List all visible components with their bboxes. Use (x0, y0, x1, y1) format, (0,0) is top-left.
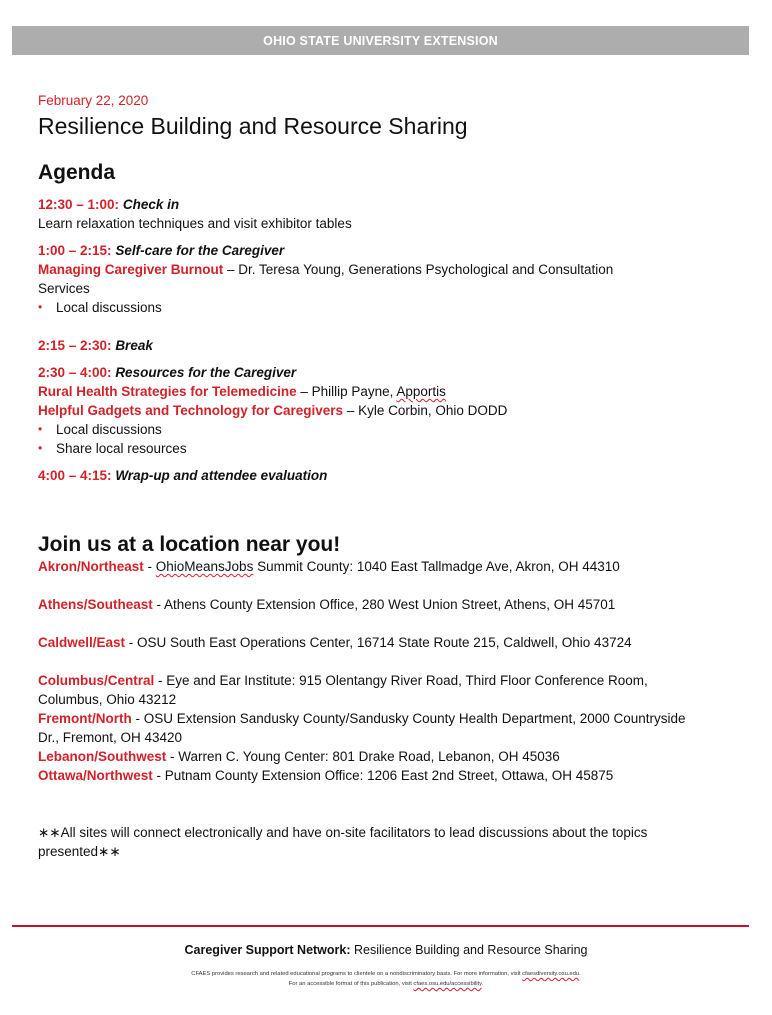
footer-divider (12, 925, 749, 927)
session-title: Managing Caregiver Burnout (38, 262, 224, 277)
session-presenter: – Phillip Payne, (296, 384, 397, 399)
time-label: 4:00 – 4:15: (38, 468, 112, 483)
bullet-icon: • (38, 300, 43, 314)
topic-label: Self-care for the Caregiver (115, 243, 285, 258)
time-label: 1:00 – 2:15: (38, 243, 112, 258)
accessibility-link[interactable]: cfaes.osu.edu/accessibility (413, 981, 482, 987)
session-title: Rural Health Strategies for Telemedicine (38, 384, 297, 399)
diversity-link[interactable]: cfaesdiversity.osu.edu (522, 971, 580, 977)
page-title: Resilience Building and Resource Sharing (38, 113, 468, 139)
topic-label: Resources for the Caregiver (115, 365, 297, 380)
bullet-item (38, 439, 728, 458)
session-title: Helpful Gadgets and Technology for Caregivers (38, 403, 344, 418)
agenda-item-break (38, 336, 728, 355)
bullet-icon: • (38, 441, 43, 455)
agenda-item-selfcare (38, 241, 728, 317)
location-caldwell (38, 634, 688, 653)
agenda-item-resources (38, 363, 728, 458)
fine-print-text: For an accessible format of this publication, visit (288, 981, 414, 987)
fine-print-text: . (481, 981, 484, 987)
footer-accessibility-print (0, 981, 772, 987)
time-label: 12:30 – 1:00: (38, 197, 120, 212)
location-columbus (38, 672, 688, 709)
bullet-icon: • (38, 422, 43, 436)
location-address: - Athens County Extension Office, 280 West Union Street, Athens, OH 45701 (152, 597, 616, 612)
event-date: February 22, 2020 (38, 93, 149, 108)
footer-fine-print (0, 971, 772, 977)
location-region: Fremont/North (38, 711, 132, 726)
footer-title-rest: Resilience Building and Resource Sharing (350, 943, 588, 957)
location-venue: OhioMeansJobs (155, 559, 254, 574)
agenda-item-checkin (38, 195, 728, 233)
agenda-item-wrapup (38, 466, 728, 485)
location-separator: - (143, 559, 156, 574)
topic-label: Break (115, 338, 153, 353)
location-ottawa (38, 767, 688, 786)
topic-label: Check in (122, 197, 180, 212)
bullet-item (38, 298, 728, 317)
location-address: - Warren C. Young Center: 801 Drake Road, Lebanon, OH 45036 (166, 749, 560, 764)
bullet-text: Local discussions (56, 422, 162, 437)
footer-title (0, 943, 772, 957)
location-athens (38, 596, 688, 615)
org-name: OHIO STATE UNIVERSITY EXTENSION (263, 33, 498, 48)
location-address: - OSU South East Operations Center, 16714 State Route 215, Caldwell, Ohio 43724 (125, 635, 632, 650)
facilitator-note: ∗∗All sites will connect electronically and have on-site facilitators to lead discussions about the topics presented∗∗ (38, 825, 648, 859)
location-akron (38, 558, 688, 577)
location-address: - Putnam County Extension Office: 1206 East 2nd Street, Ottawa, OH 45875 (152, 768, 614, 783)
location-region: Ottawa/Northwest (38, 768, 153, 783)
session-presenter: – Kyle Corbin, Ohio DODD (343, 403, 508, 418)
location-region: Lebanon/Southwest (38, 749, 167, 764)
location-address: - OSU Extension Sandusky County/Sandusky County Health Department, 2000 Countryside Dr., Fremont, OH 43420 (38, 711, 686, 745)
location-fremont (38, 710, 688, 747)
location-region: Akron/Northeast (38, 559, 144, 574)
agenda-heading: Agenda (38, 161, 116, 184)
footer-title-bold: Caregiver Support Network: (184, 943, 351, 957)
time-label: 2:30 – 4:00: (38, 365, 112, 380)
bullet-item (38, 420, 728, 439)
location-lebanon (38, 748, 688, 767)
item-description: Learn relaxation techniques and visit exhibitor tables (38, 216, 352, 231)
location-address: - Eye and Ear Institute: 915 Olentangy River Road, Third Floor Conference Room, Columbus, Ohio 43212 (38, 673, 648, 707)
bullet-text: Share local resources (56, 441, 187, 456)
session-presenter-org: Apportis (396, 384, 446, 399)
time-label: 2:15 – 2:30: (38, 338, 112, 353)
location-region: Caldwell/East (38, 635, 126, 650)
location-region: Columbus/Central (38, 673, 155, 688)
header-bar (12, 26, 749, 55)
locations-heading: Join us at a location near you! (38, 533, 341, 556)
session-presenter: – Dr. Teresa Young, Generations Psychological and Consultation Services (38, 262, 614, 296)
fine-print-text: . (579, 971, 581, 977)
location-region: Athens/Southeast (38, 597, 153, 612)
bullet-text: Local discussions (56, 300, 162, 315)
fine-print-text: CFAES provides research and related educational programs to clientele on a nondiscriminatory basis. For more information, visit (191, 971, 523, 977)
topic-label: Wrap-up and attendee evaluation (115, 468, 328, 483)
location-address: Summit County: 1040 East Tallmadge Ave, Akron, OH 44310 (253, 559, 620, 574)
